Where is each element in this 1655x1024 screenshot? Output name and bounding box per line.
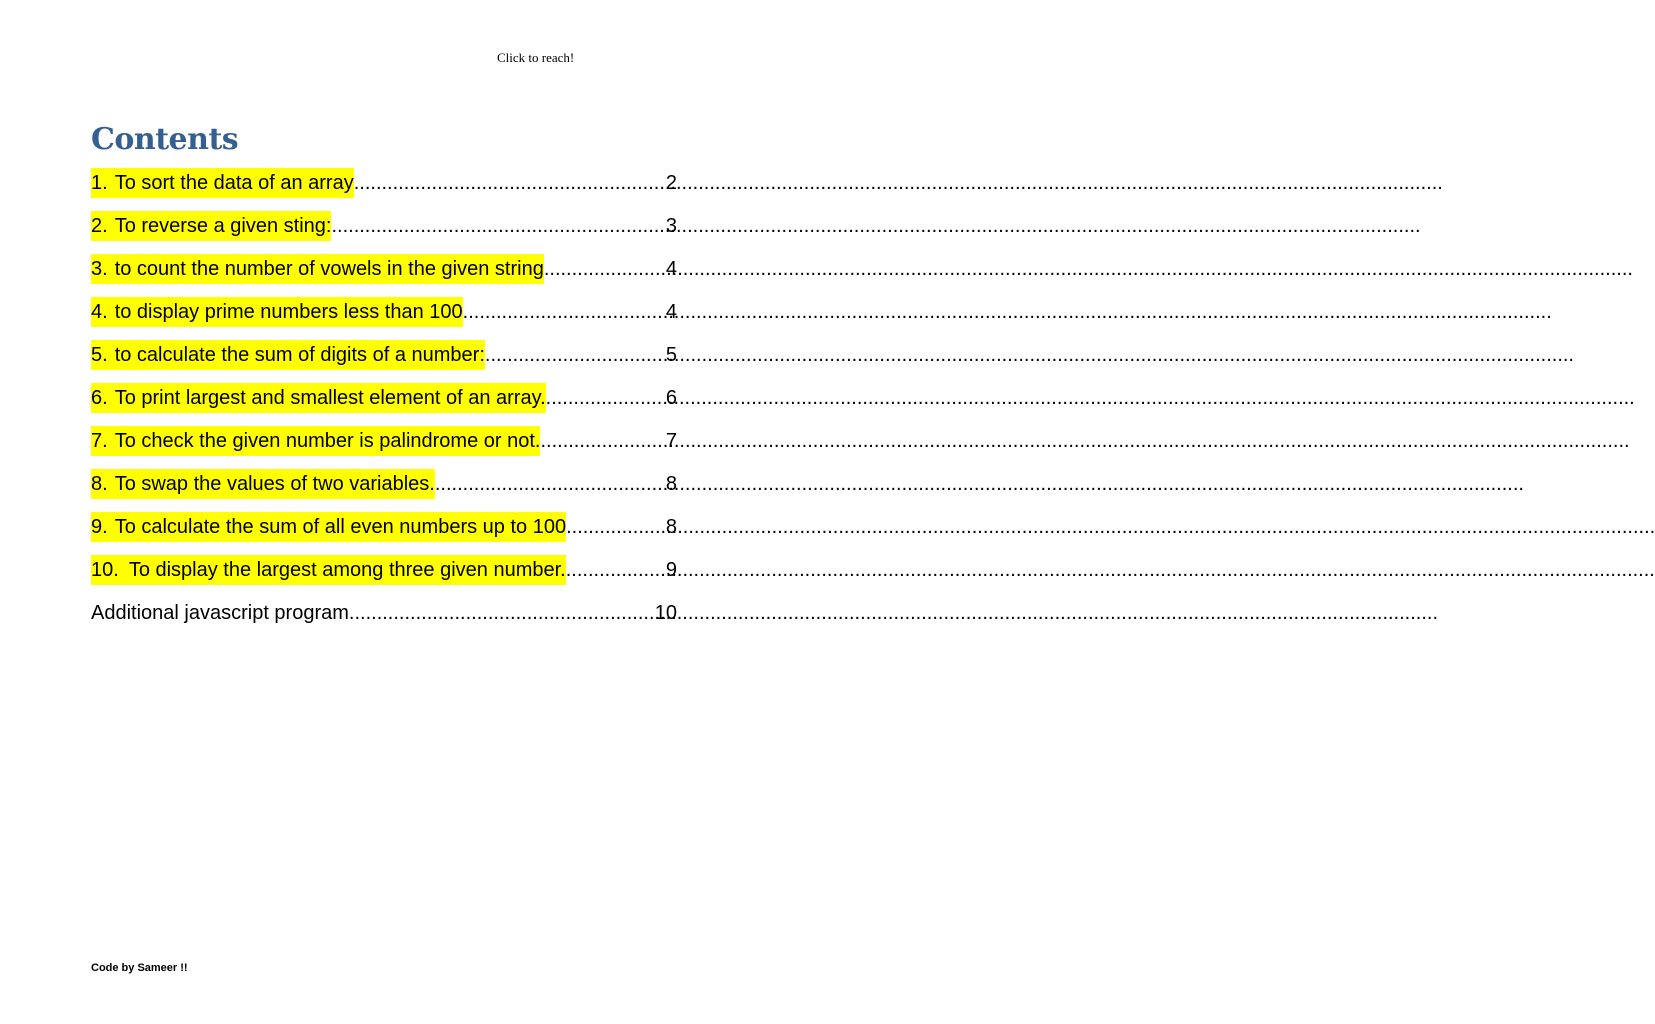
toc-entry-title: To print largest and smallest element of an array.: [115, 383, 546, 413]
toc-entry-number: 3.: [91, 254, 115, 284]
toc-entry-number: 1.: [91, 168, 115, 198]
toc-dot-leader: [331, 211, 665, 241]
toc-dot-leader: [435, 469, 666, 499]
toc-entry-title: To calculate the sum of all even numbers up to 100: [115, 512, 566, 542]
toc-entry-number: 7.: [91, 426, 115, 456]
toc-entry-title: To reverse a given sting:: [115, 211, 332, 241]
toc-dot-leader: [349, 598, 655, 628]
toc-list: [91, 168, 677, 641]
toc-dot-leader: [540, 426, 665, 456]
toc-entry-6[interactable]: [91, 383, 677, 426]
toc-entry-1[interactable]: [91, 168, 677, 211]
toc-entry-number: 4.: [91, 297, 115, 327]
toc-entry-number: 2.: [91, 211, 115, 241]
toc-entry-number: 8.: [91, 469, 115, 499]
toc-entry-page: 9: [665, 559, 677, 581]
toc-entry-page: 8: [665, 473, 677, 495]
toc-entry-title: to count the number of vowels in the given string: [115, 254, 544, 284]
toc-dot-leader: [566, 555, 666, 585]
toc-entry-page: 4: [665, 301, 677, 323]
toc-entry-number: 9.: [91, 512, 115, 542]
toc-dot-leader: [546, 383, 666, 413]
toc-entry-9[interactable]: [91, 512, 677, 555]
toc-entry-page: 3: [665, 215, 677, 237]
toc-entry-3[interactable]: [91, 254, 677, 297]
toc-entry-page: 10: [654, 602, 677, 624]
toc-entry-7[interactable]: [91, 426, 677, 469]
toc-dot-leader: [463, 297, 666, 327]
toc-entry-title: To display the largest among three given number.: [129, 555, 566, 585]
toc-entry-title: Additional javascript program: [91, 602, 349, 624]
toc-entry-page: 8: [665, 516, 677, 538]
toc-entry-page: 7: [665, 430, 677, 452]
toc-dot-leader: [354, 168, 666, 198]
toc-entry-5[interactable]: [91, 340, 677, 383]
toc-entry-number: 10.: [91, 555, 129, 585]
header-link-note[interactable]: Click to reach!: [497, 50, 575, 65]
toc-title: Contents: [91, 122, 239, 157]
footer-credit: Code by Sameer !!: [91, 962, 188, 974]
toc-entry-10[interactable]: [91, 555, 677, 598]
toc-entry-2[interactable]: [91, 211, 677, 254]
toc-entry-title: To swap the values of two variables.: [115, 469, 435, 499]
toc-entry-page: 6: [665, 387, 677, 409]
toc-entry-title: To sort the data of an array: [115, 168, 354, 198]
toc-entry-page: 2: [665, 172, 677, 194]
toc-entry-title: To check the given number is palindrome or not.: [115, 426, 541, 456]
toc-dot-leader: [485, 340, 666, 370]
toc-entry-number: 6.: [91, 383, 115, 413]
toc-entry-page: 5: [665, 344, 677, 366]
toc-dot-leader: [566, 512, 666, 542]
toc-entry-title: to calculate the sum of digits of a number:: [115, 340, 485, 370]
toc-entry-8[interactable]: [91, 469, 677, 512]
toc-dot-leader: [544, 254, 666, 284]
toc-entry-page: 4: [665, 258, 677, 280]
toc-entry-number: 5.: [91, 340, 115, 370]
toc-entry-4[interactable]: [91, 297, 677, 340]
document-page: [0, 0, 768, 1024]
toc-entry-additional[interactable]: [91, 598, 677, 641]
toc-entry-title: to display prime numbers less than 100: [115, 297, 463, 327]
